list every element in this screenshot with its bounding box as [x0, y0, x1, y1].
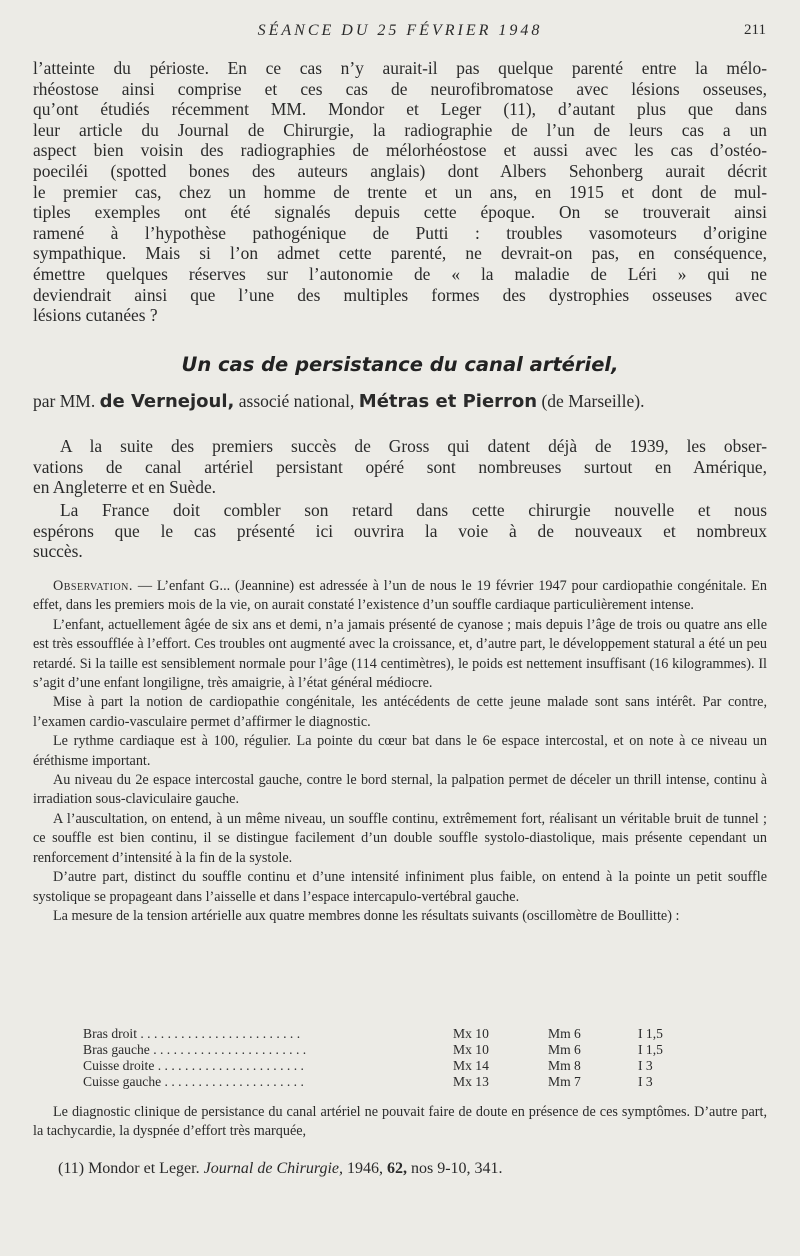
observation-paragraph: Au niveau du 2e espace intercostal gauche, contre le bord sternal, la palpation permet de déceler un thrill intense, continu à irradiation sous-claviculaire gauche. [33, 772, 767, 808]
conclusion-paragraph [33, 1103, 767, 1142]
text-line: leur article du Journal de Chirurgie, la radiographie de l’un de leurs cas a un [33, 119, 767, 140]
observation-paragraph: Le rythme cardiaque est à 100, régulier. La pointe du cœur bat dans le 6e espace intercostal, et on note à ce niveau un éréthisme important. [33, 733, 767, 769]
index-cell: I 3 [638, 1058, 653, 1073]
text-line: sympathique. Mais si l’on admet cette parenté, ne devrait-on pas, en conséquence, [33, 243, 767, 264]
mx-cell: Mx 10 [453, 1026, 489, 1041]
limb-cell: Bras droit . . . . . . . . . . . . . . . . . . . . . . . . [83, 1026, 301, 1041]
byline-affiliation: associé national, [238, 391, 355, 411]
page-header [0, 18, 800, 46]
mx-cell: Mx 13 [453, 1074, 489, 1089]
mn-cell: Mm 8 [548, 1058, 581, 1073]
table-row [83, 1042, 683, 1058]
index-cell: I 1,5 [638, 1042, 663, 1057]
observation-section [33, 577, 767, 926]
footnote [58, 1160, 503, 1178]
text-line: lésions cutanées ? [33, 305, 158, 326]
observation-paragraph [33, 577, 767, 616]
text-line: émettre quelques réserves sur l’autonomie de « la maladie de Léri » qui ne [33, 263, 767, 284]
limb-cell: Cuisse gauche . . . . . . . . . . . . . . . . . . . . . [83, 1074, 304, 1089]
index-cell: I 3 [638, 1074, 653, 1089]
table-row [83, 1026, 683, 1042]
text-line: rhéostose ainsi comprise et ces cas de neurofibromatose avec lésions osseuses, [33, 78, 767, 99]
observation-paragraph: La mesure de la tension artérielle aux quatre membres donne les résultats suivants (oscillomètre de Boullitte) : [53, 907, 680, 924]
running-title: SÉANCE DU 25 FÉVRIER 1948 [257, 22, 543, 39]
footnote-year: 1946, [347, 1160, 383, 1177]
text-line: La France doit combler son retard dans cette chirurgie nouvelle et nous [60, 500, 767, 520]
author-name: Métras et Pierron [358, 391, 538, 412]
observation-paragraph: L’enfant, actuellement âgée de six ans et demi, n’a jamais présenté de cyanose ; mais depuis l’âge de trois ou quatre ans elle est très essoufflée à l’effort. Ces troubles ont augmenté avec la croissance, et, d’autre part, le développement statural a été un peu retardé. Si la taille est sensiblement normale pour l’âge (114 centimètres), le poids est nettement insuffisant (16 kilogrammes). Il s’agit d’une enfant longiligne, très amaigrie, à l’état général médiocre. [33, 616, 767, 692]
author-name: de Vernejoul, [99, 391, 235, 412]
mn-cell: Mm 6 [548, 1042, 581, 1057]
text-line: succès. [33, 541, 83, 562]
article-title: Un cas de persistance du canal artériel, [181, 353, 619, 376]
mn-cell: Mm 6 [548, 1026, 581, 1041]
index-cell: I 1,5 [638, 1026, 663, 1041]
byline-prefix: par MM. [33, 391, 96, 411]
conclusion-text: Le diagnostic clinique de persistance du canal artériel ne pouvait faire de doute en présence de ces symptômes. D’autre part, la tachycardie, la dyspnée d’effort très marquée, [33, 1104, 767, 1140]
text-line: poeciléi (spotted bones des auteurs anglais) dont Albers Sehonberg aurait décrit [33, 160, 767, 181]
text-line: qu’ont étudiés récemment MM. Mondor et Leger (11), d’autant plus que dans [33, 99, 767, 120]
text-line: A la suite des premiers succès de Gross qui datent déjà de 1939, les obser- [60, 436, 767, 456]
limb-cell: Bras gauche . . . . . . . . . . . . . . . . . . . . . . . [83, 1042, 307, 1057]
page-number: 211 [744, 22, 766, 38]
observation-paragraph: Mise à part la notion de cardiopathie congénitale, les antécédents de cette jeune malade sont sans intérêt. Par contre, l’examen cardio-vasculaire permet d’affirmer le diagnostic. [33, 694, 767, 730]
body-paragraph [33, 436, 767, 498]
intro-paragraph [33, 58, 767, 326]
table-row [83, 1058, 683, 1074]
article-byline [33, 391, 767, 412]
text-line: le premier cas, chez un homme de trente et un ans, en 1915 et dont de mul- [33, 181, 767, 202]
byline-location: (de Marseille). [541, 391, 645, 411]
text-line: ramené à l’hypothèse pathogénique de Putti : troubles vasomoteurs d’origine [33, 222, 767, 243]
observation-text: — L’enfant G... (Jeannine) est adressée à l’un de nous le 19 février 1947 pour cardiopathie congénitale. En effet, dans les premiers mois de la vie, on aurait constaté l’existence d’un souffle cardiaque particulièrement intense. [33, 578, 767, 614]
text-line: l’atteinte du périoste. En ce cas n’y aurait-il pas quelque parenté entre la mélo- [33, 58, 767, 78]
text-line: en Angleterre et en Suède. [33, 477, 217, 498]
table-row [83, 1074, 683, 1090]
text-line: aspect bien voisin des radiographies de mélorhéostose et aussi avec les cas d’ostéo- [33, 140, 767, 161]
text-line: tiples exemples ont été signalés depuis cette époque. On se trouverait ainsi [33, 202, 767, 223]
footnote-pages: nos 9-10, 341. [411, 1160, 503, 1177]
body-paragraph [33, 500, 767, 562]
mx-cell: Mx 14 [453, 1058, 489, 1073]
footnote-ref: (11) Mondor et Leger. [58, 1160, 200, 1177]
footnote-volume: 62, [387, 1160, 407, 1177]
mn-cell: Mm 7 [548, 1074, 581, 1089]
mx-cell: Mx 10 [453, 1042, 489, 1057]
observation-paragraph: D’autre part, distinct du souffle continu et d’une intensité infiniment plus faible, on entend à la pointe un petit souffle systolique se propageant dans l’aisselle et dans l’espace intercapulo-vertébral gauche. [33, 869, 767, 905]
text-line: espérons que le cas présenté ici ouvrira la voie à de nouveaux et nombreux [33, 520, 767, 541]
text-line: deviendrait ainsi que l’une des multiples formes des dystrophies osseuses avec [33, 284, 767, 305]
footnote-journal: Journal de Chirurgie, [203, 1160, 343, 1177]
blood-pressure-table [83, 1026, 683, 1090]
observation-paragraph: A l’auscultation, on entend, à un même niveau, un souffle continu, extrêmement fort, réalisant un véritable bruit de tunnel ; ce souffle est bien continu, il se distingue facilement d’un double souffle systolo-diastolique, mais présente cependant un renforcement d’intensité à la fin de la systole. [33, 810, 767, 866]
observation-label: Observation. [53, 578, 133, 594]
text-line: vations de canal artériel persistant opéré sont nombreuses surtout en Amérique, [33, 456, 767, 477]
limb-cell: Cuisse droite . . . . . . . . . . . . . . . . . . . . . . [83, 1058, 304, 1073]
